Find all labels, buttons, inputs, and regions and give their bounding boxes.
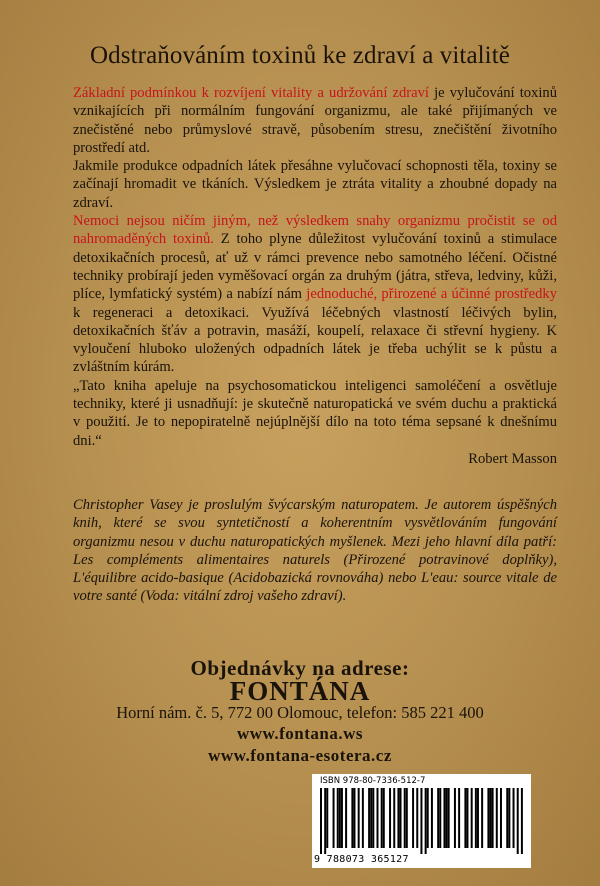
barcode-bar — [448, 788, 450, 848]
paragraph-3 — [73, 212, 557, 377]
barcode-bar — [362, 788, 364, 848]
barcode-bar — [324, 788, 326, 854]
cover-title: Odstraňováním toxinů ke zdraví a vitalitě — [90, 42, 510, 69]
author-bio: Christopher Vasey je proslulým švýcarským naturopatem. Je autorem úspěšných knih, které se svou syntetičností a koherentním vysvětlováním fungování organizmu nesou v duchu naturopatických myšlenek. Mezi jeho hlavní díla patří: Les compléments alimentaires naturels (Přirozené potravinové doplňky), L'équilibre acido-basique (Acidobazická rovnováha) nebo L'eau: source vitale de votre santé (Voda: vitální zdroj vašeho zdraví). — [73, 497, 557, 605]
barcode-bar — [389, 788, 391, 848]
barcode-number: 9 788073 365127 — [314, 854, 409, 865]
quote: „Tato kniha apeluje na psychosomatickou inteligenci samoléčení a osvětluje techniky, které ji usnadňují: je skutečně naturopatická ve svém duchu a praktická v použití. Je to nepopiratelně nejúplnější dílo na toto téma sepsané k dnešnímu dni.“ — [73, 377, 557, 449]
barcode-bar — [471, 788, 473, 848]
barcode-label — [312, 774, 531, 868]
barcode-bar — [481, 788, 483, 848]
barcode-bar — [381, 788, 383, 848]
barcode-bar — [333, 788, 335, 848]
barcode-bar — [416, 788, 418, 848]
isbn-text: ISBN 978-80-7336-512-7 — [320, 776, 426, 786]
barcode-bar — [400, 788, 402, 848]
barcode-bar — [521, 788, 523, 854]
barcode-bar — [466, 788, 468, 848]
description-text — [73, 84, 557, 468]
paragraph-text: Z toho plyne důležitost vylučování toxinů a stimulace detoxikačních procesů, ať už v rámci prevence nebo samotného léčení. Očistné techniky probírají jeden vyměšovací orgán za druhým (játra, střeva, ledviny, kůži, plíce, lymfatický systém) a nabízí nám — [73, 231, 557, 303]
barcode-bar — [377, 788, 379, 848]
orders-heading: Objednávky na adrese: — [190, 656, 410, 680]
barcode-bar — [500, 788, 502, 848]
barcode-bar — [427, 788, 429, 848]
barcode-bar — [446, 788, 448, 848]
barcode-bar — [372, 788, 374, 848]
barcode-bar — [454, 788, 456, 848]
barcode-bar — [464, 788, 466, 848]
barcode-bar — [513, 788, 515, 848]
barcode-bar — [431, 788, 433, 848]
barcode-bar — [487, 788, 489, 848]
quote-signature: Robert Masson — [468, 450, 557, 467]
publisher-name: FONTÁNA — [229, 676, 371, 706]
paragraph-text: k regeneraci a detoxikaci. Využívá léčebných vlastností léčivých bylin, detoxikačních šťáv a potravin, masáží, koupelí, relaxace či střevní hygieny. K vyloučení hluboko uložených odpadních látek je třeba uchýlit se k půstu a zvláštním kúrám. — [73, 304, 557, 376]
website-link-2[interactable]: www.fontana-esotera.cz — [208, 746, 392, 765]
paragraph-2: Jakmile produkce odpadních látek přesáhne vylučovací schopnosti těla, toxiny se začínají hromadit ve tkáních. Výsledkem je ztráta vitality a zhoubné dopady na zdraví. — [73, 158, 557, 211]
highlight-red: Nemoci nejsou ničím jiným, než výsledkem snahy organizmu pročistit se od nahromaděných toxinů. — [73, 213, 557, 248]
paragraph-text: je vylučování toxinů vznikajících při normálním fungování organizmu, ale také přijímaných ve znečistěné nebo průmyslové stravě, působením stresu, znečištění životního prostředí atd. — [73, 85, 557, 156]
barcode-bar — [339, 788, 341, 848]
barcode-bar — [412, 788, 414, 848]
barcode-bar — [345, 788, 347, 848]
barcode-bar — [477, 788, 479, 848]
barcode-bar — [353, 788, 355, 848]
barcode-bar — [370, 788, 372, 848]
barcode-bar — [406, 788, 408, 848]
barcode-bar — [383, 788, 385, 848]
barcode-bar — [492, 788, 494, 848]
barcode-bar — [320, 788, 322, 854]
barcode-bar — [351, 788, 353, 848]
barcode-bar — [443, 788, 445, 848]
barcode-bar — [368, 788, 370, 848]
barcode-icon — [320, 788, 523, 854]
paragraph-1 — [73, 84, 557, 157]
barcode-bar — [337, 788, 339, 848]
barcode-bar — [341, 788, 343, 848]
barcode-bar — [506, 788, 508, 848]
barcode-bar — [397, 788, 399, 848]
publisher-address: Horní nám. č. 5, 772 00 Olomouc, telefon: 585 221 400 — [116, 703, 484, 722]
barcode-bar — [490, 788, 492, 848]
barcode-bar — [393, 788, 395, 848]
highlight-red: jednoduché, přirozené a účinné prostředky — [306, 286, 558, 303]
barcode-bar — [437, 788, 439, 848]
barcode-bar — [508, 788, 510, 848]
barcode-bar — [358, 788, 360, 848]
highlight-red: Základní podmínkou k rozvíjení vitality a udržování zdraví — [73, 85, 429, 101]
barcode-bar — [475, 788, 477, 848]
website-link-1[interactable]: www.fontana.ws — [236, 724, 364, 743]
barcode-bar — [425, 788, 427, 854]
barcode-bar — [326, 788, 328, 848]
barcode-bar — [496, 788, 498, 848]
barcode-bar — [420, 788, 422, 854]
barcode-bar — [517, 788, 519, 854]
barcode-bar — [404, 788, 406, 848]
barcode-bar — [439, 788, 441, 848]
barcode-bar — [458, 788, 460, 848]
